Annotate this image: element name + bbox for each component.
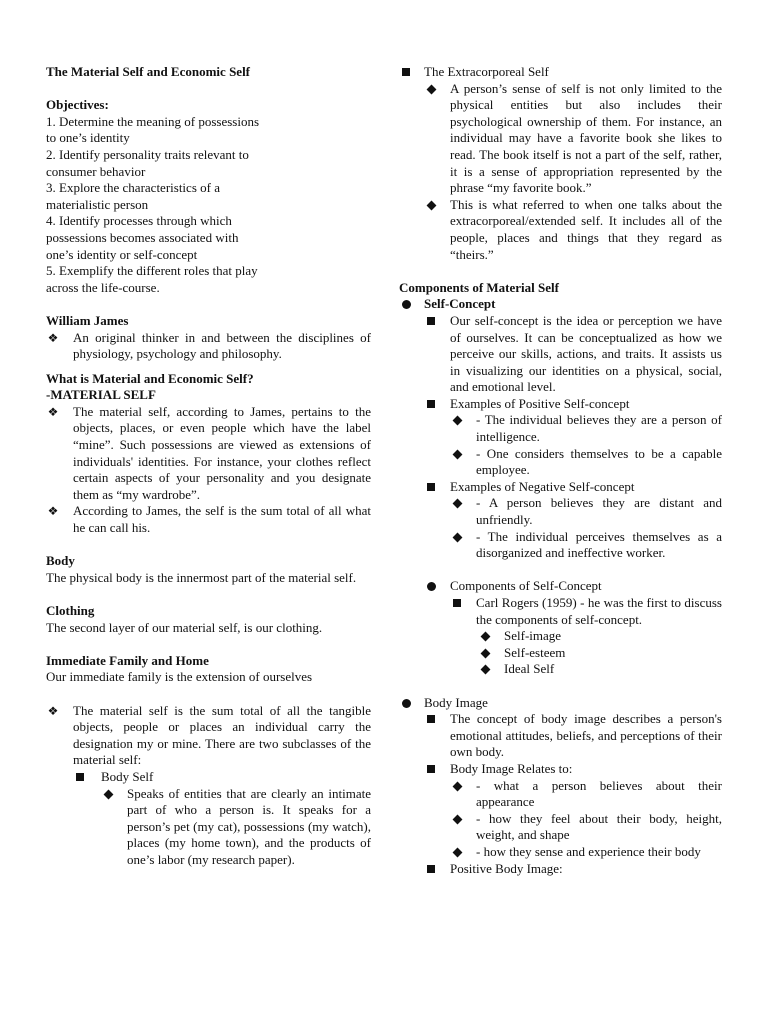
- list-item: [399, 446, 722, 479]
- diamond-bullet-icon: [478, 628, 492, 645]
- list-item: [399, 695, 722, 712]
- objective-line: to one’s identity: [46, 130, 130, 146]
- list-item-text: Carl Rogers (1959) - he was the first to discuss the components of self-concept.: [476, 595, 722, 627]
- objective-line: 2. Identify personality traits relevant to: [46, 146, 249, 162]
- list-item-text: Self-esteem: [504, 644, 566, 660]
- list-item: [399, 778, 722, 811]
- list-item-text: - how they feel about their body, height, weight, and shape: [476, 810, 722, 843]
- list-item: [399, 628, 722, 645]
- list-item-text: - how they sense and experience their body: [476, 843, 701, 859]
- list-item-text: - A person believes they are distant and unfriendly.: [476, 495, 722, 528]
- clothing-heading: Clothing: [46, 603, 95, 618]
- list-item: [399, 595, 722, 628]
- document-title: The Material Self and Economic Self: [46, 64, 251, 79]
- list-item-text: Our self-concept is the idea or perception we have of ourselves. It can be conceptualized as how we perceive our skills, actions, and traits. It assists us in visualizing our identities on a physical, social, and emotional level.: [450, 312, 722, 395]
- objective-line: possessions becomes associated with: [46, 229, 239, 245]
- list-item-text: An original thinker in and between the disciplines of physiology, psychology and philosophy.: [73, 329, 371, 362]
- right-column: [399, 64, 722, 877]
- diamond-bullet-icon: [101, 786, 115, 803]
- diamond-bullet-icon: [450, 778, 464, 795]
- square-bullet-icon: [424, 313, 438, 330]
- list-item: [399, 479, 722, 496]
- list-item: [399, 495, 722, 528]
- list-item: [399, 811, 722, 844]
- square-bullet-icon: [424, 761, 438, 778]
- diamond-bullet-icon: [478, 661, 492, 678]
- list-item-text: Components of Self-Concept: [450, 578, 602, 594]
- body-heading: Body: [46, 553, 75, 569]
- list-item: [399, 296, 722, 313]
- objectives-heading: Objectives:: [46, 97, 109, 113]
- components-heading: Components of Material Self: [399, 279, 559, 295]
- diamond-bullet-icon: [450, 811, 464, 828]
- clover-bullet-icon: ❖: [47, 330, 59, 345]
- william-james-heading: William James: [46, 312, 129, 328]
- objective-line: 3. Explore the characteristics of a: [46, 180, 220, 196]
- diamond-bullet-icon: [450, 529, 464, 546]
- list-item-text: - The individual perceives themselves as a disorganized and ineffective worker.: [476, 528, 722, 561]
- list-item: [399, 197, 722, 263]
- list-item-text: Self-Concept: [424, 296, 496, 312]
- diamond-bullet-icon: [450, 412, 464, 429]
- list-item-text: The material self is the sum total of all the tangible objects, people or places an individual carry the designation my or mine. There are two subclasses of the material self:: [73, 702, 371, 768]
- circle-bullet-icon: [424, 578, 438, 596]
- list-item-text: The concept of body image describes a person's emotional attitudes, beliefs, and perceptions of their own body.: [450, 711, 722, 760]
- list-item-text: Body Self: [101, 768, 154, 784]
- list-item: [46, 703, 371, 769]
- diamond-bullet-icon: [478, 645, 492, 662]
- square-bullet-icon: [424, 711, 438, 728]
- list-item-text: - One considers themselves to be a capable employee.: [476, 445, 722, 478]
- list-item: [399, 844, 722, 861]
- list-item: [399, 313, 722, 396]
- square-bullet-icon: [399, 64, 413, 81]
- diamond-bullet-icon: [424, 197, 438, 214]
- objective-line: 4. Identify processes through which: [46, 213, 232, 229]
- body-text: The physical body is the innermost part of the material self.: [46, 569, 357, 585]
- list-item: [399, 529, 722, 562]
- diamond-bullet-icon: [450, 844, 464, 861]
- list-item: [399, 761, 722, 778]
- list-item-text: - what a person believes about their appearance: [476, 777, 722, 810]
- family-heading: Immediate Family and Home: [46, 652, 209, 668]
- list-item-text: - The individual believes they are a person of intelligence.: [476, 412, 722, 445]
- diamond-bullet-icon: [450, 495, 464, 512]
- clover-bullet-icon: ❖: [47, 504, 59, 519]
- objective-line: materialistic person: [46, 196, 149, 212]
- list-item: [46, 786, 371, 869]
- clover-bullet-icon: ❖: [47, 404, 59, 419]
- objective-line: 5. Exemplify the different roles that play: [46, 263, 258, 279]
- list-item: [399, 578, 722, 595]
- list-item: [399, 81, 722, 197]
- list-item-text: Examples of Negative Self-concept: [450, 478, 635, 494]
- list-item: [399, 412, 722, 445]
- list-item: [399, 645, 722, 662]
- list-item-text: This is what referred to when one talks about the extracorporeal/extended self. It includes all of the people, places and things that they regard as “theirs.”: [450, 196, 722, 262]
- list-item: [46, 503, 371, 536]
- list-item-text: The Extracorporeal Self: [424, 64, 549, 79]
- square-bullet-icon: [73, 769, 87, 786]
- list-item-text: Examples of Positive Self-concept: [450, 395, 630, 411]
- list-item: [46, 330, 371, 363]
- what-is-heading: What is Material and Economic Self?: [46, 370, 254, 386]
- list-item-text: Positive Body Image:: [450, 860, 563, 876]
- objective-line: 1. Determine the meaning of possessions: [46, 113, 260, 129]
- clover-bullet-icon: ❖: [47, 703, 59, 718]
- diamond-bullet-icon: [424, 81, 438, 98]
- objective-line: consumer behavior: [46, 163, 146, 179]
- clothing-text: The second layer of our material self, is our clothing.: [46, 619, 323, 635]
- list-item-text: Ideal Self: [504, 661, 555, 677]
- circle-bullet-icon: [399, 695, 413, 713]
- list-item-text: Speaks of entities that are clearly an intimate part of who a person is. It speaks for a person’s pet (my cat), possessions (my watch), places (my home town), and the products of one’s labor (my research paper).: [127, 785, 371, 867]
- square-bullet-icon: [424, 396, 438, 413]
- list-item: [46, 769, 371, 786]
- list-item-text: Body Image Relates to:: [450, 760, 573, 776]
- square-bullet-icon: [424, 861, 438, 878]
- list-item-text: A person’s sense of self is not only limited to the physical entities but also includes their psychological ownership of them. For instance, an individual may have a favorite book she likes to read. The book itself is not a part of the self, rather, it is a sense of appropriation represented by the phrase “my favorite book.”: [450, 80, 722, 196]
- list-item: [399, 64, 722, 81]
- list-item-text: Self-image: [504, 628, 562, 644]
- diamond-bullet-icon: [450, 446, 464, 463]
- list-item-text: The material self, according to James, pertains to the objects, places, or even people which have the label “mine”. Such possessions are viewed as extensions of individuals' identities. For instance, your clothes reflect certain aspects of your personality and you designate them as “my wardrobe”.: [73, 403, 371, 502]
- list-item-text: According to James, the self is the sum total of all what he can call his.: [73, 503, 371, 536]
- material-self-heading: -MATERIAL SELF: [46, 387, 156, 403]
- list-item: [399, 396, 722, 413]
- list-item: [399, 711, 722, 761]
- square-bullet-icon: [450, 595, 464, 612]
- objective-line: one’s identity or self-concept: [46, 246, 198, 262]
- objective-line: across the life-course.: [46, 279, 160, 295]
- square-bullet-icon: [424, 479, 438, 496]
- list-item: [46, 404, 371, 504]
- list-item: [399, 861, 722, 878]
- circle-bullet-icon: [399, 296, 413, 314]
- list-item-text: Body Image: [424, 694, 488, 710]
- family-text: Our immediate family is the extension of ourselves: [46, 669, 313, 685]
- left-column: [46, 64, 371, 869]
- list-item: [399, 661, 722, 678]
